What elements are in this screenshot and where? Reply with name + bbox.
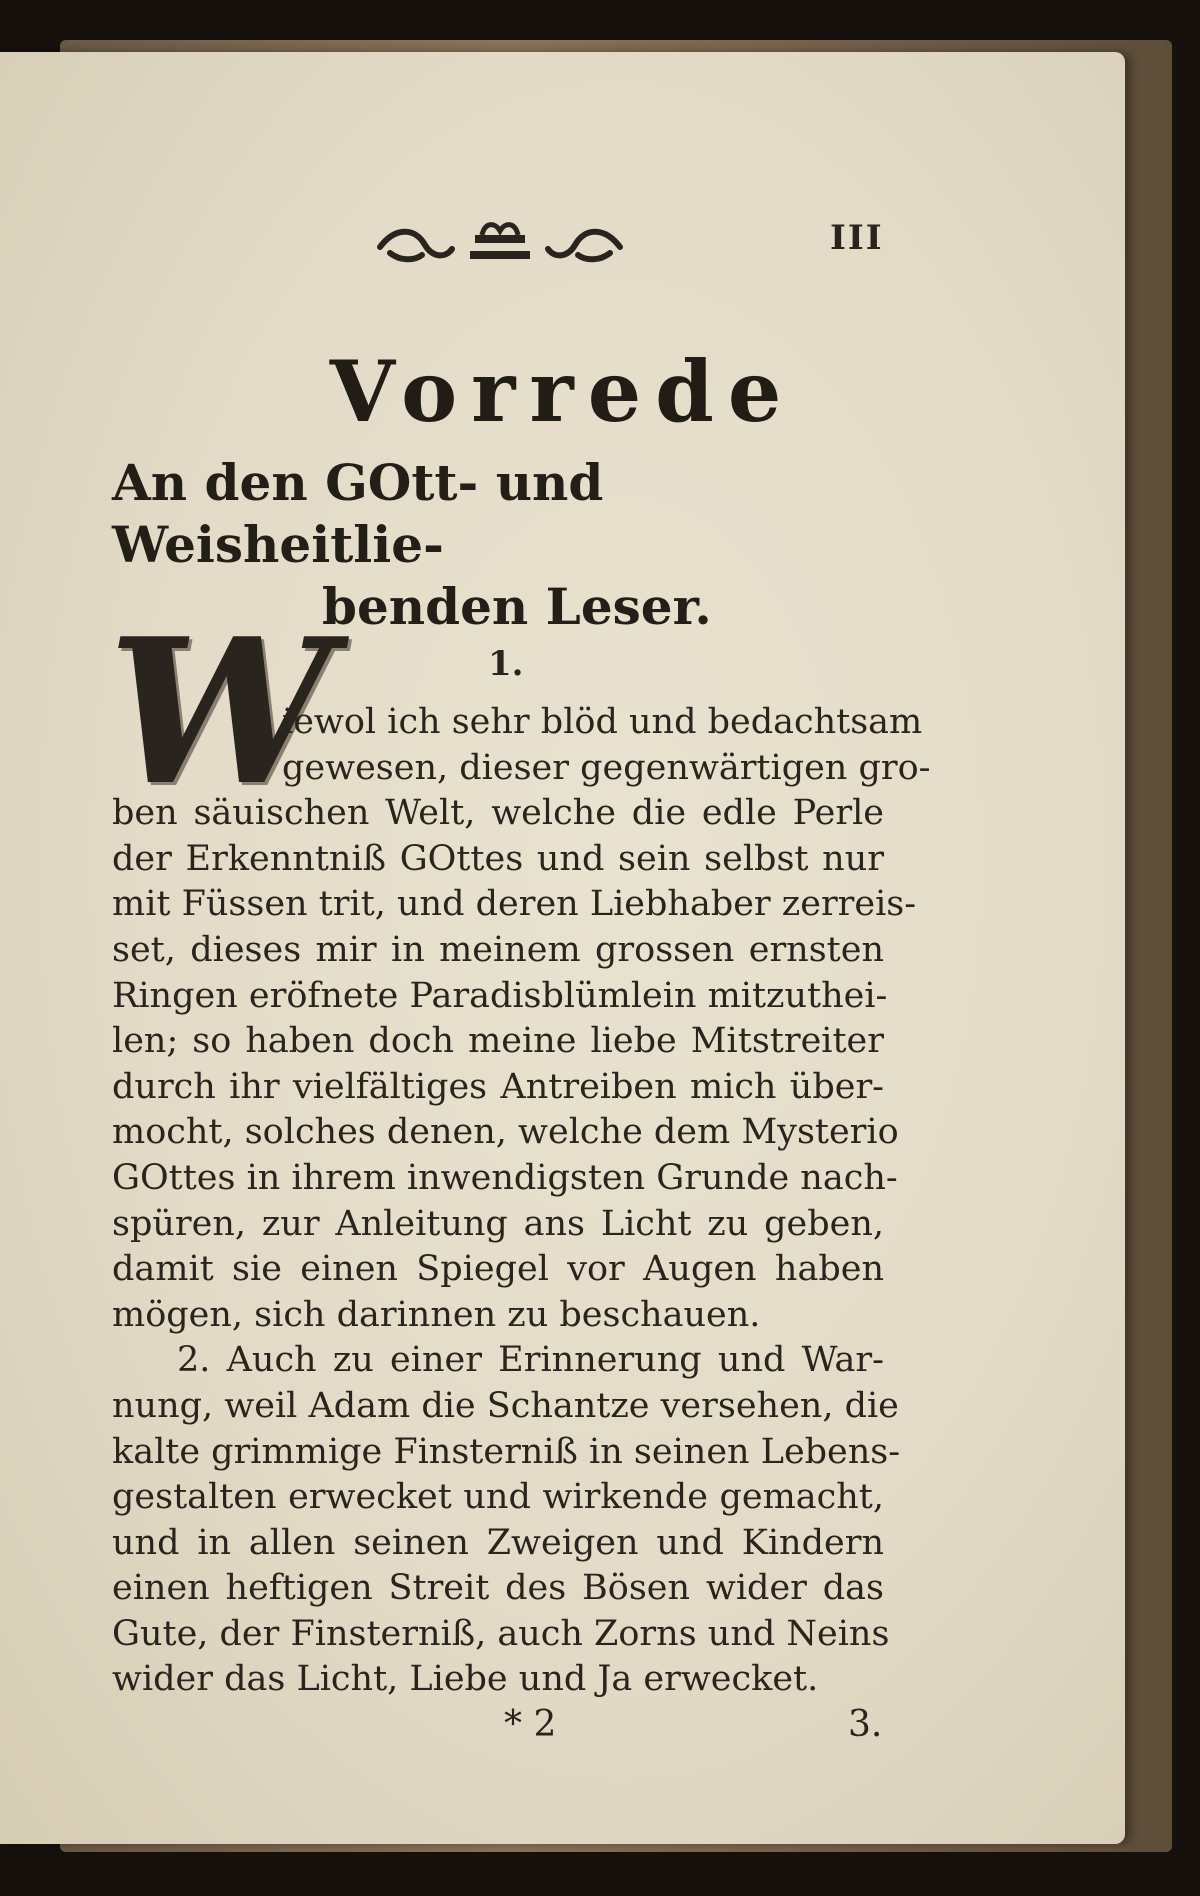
- text-line: set, dieses mir in meinem grossen ernsten: [112, 929, 884, 970]
- book-page: [0, 52, 1125, 1844]
- subtitle-line-1: An den GOtt- und Weisheitlie-: [112, 453, 604, 574]
- decorated-initial-letter: W: [108, 595, 333, 830]
- text-line: gestalten erwecket und wirkende gemacht,: [112, 1477, 884, 1518]
- body-text: [112, 700, 931, 1703]
- text-line: iewol ich sehr blöd und bedachtsam: [282, 702, 923, 742]
- text-line: nung, weil Adam die Schantze versehen, die: [112, 1385, 899, 1426]
- text-line: mögen, sich darinnen zu beschauen.: [112, 1294, 761, 1335]
- text-line: damit sie einen Spiegel vor Augen haben: [112, 1249, 884, 1290]
- section-number: 1.: [488, 644, 524, 684]
- subtitle-line-2: benden Leser.: [322, 577, 712, 636]
- text-line: GOttes in ihrem inwendigsten Grunde nach-: [112, 1157, 898, 1198]
- catchword: 3.: [848, 1704, 883, 1745]
- text-line: mit Füssen trit, und deren Liebhaber zerreis-: [112, 884, 917, 925]
- text-line: der Erkenntniß GOttes und sein selbst nur: [112, 838, 884, 879]
- floral-headpiece-ornament-icon: [370, 217, 630, 277]
- page-number: III: [830, 218, 884, 258]
- text-line: wider das Licht, Liebe und Ja erwecket.: [112, 1659, 819, 1700]
- text-line: spüren, zur Anleitung ans Licht zu geben,: [112, 1203, 884, 1244]
- text-line: kalte grimmige Finsterniß in seinen Lebens-: [112, 1431, 901, 1472]
- chapter-title: Vorrede: [329, 342, 796, 441]
- text-line: mocht, solches denen, welche dem Mysterio: [112, 1112, 899, 1153]
- text-line: und in allen seinen Zweigen und Kindern: [112, 1522, 884, 1563]
- text-line: Gute, der Finsterniß, auch Zorns und Neins: [112, 1613, 890, 1654]
- text-line: gewesen, dieser gegenwärtigen gro-: [282, 747, 931, 788]
- text-line: einen heftigen Streit des Bösen wider das: [112, 1568, 884, 1609]
- text-line: durch ihr vielfältiges Antreiben mich über-: [112, 1066, 884, 1107]
- text-line: len; so haben doch meine liebe Mitstreiter: [112, 1021, 884, 1062]
- text-line: ben säuischen Welt, welche die edle Perle: [112, 793, 884, 834]
- text-line: 2. Auch zu einer Erinnerung und War-: [177, 1340, 884, 1381]
- text-line: Ringen eröfnete Paradisblümlein mitzuthei-: [112, 975, 888, 1016]
- signature-mark: * 2: [504, 1704, 557, 1745]
